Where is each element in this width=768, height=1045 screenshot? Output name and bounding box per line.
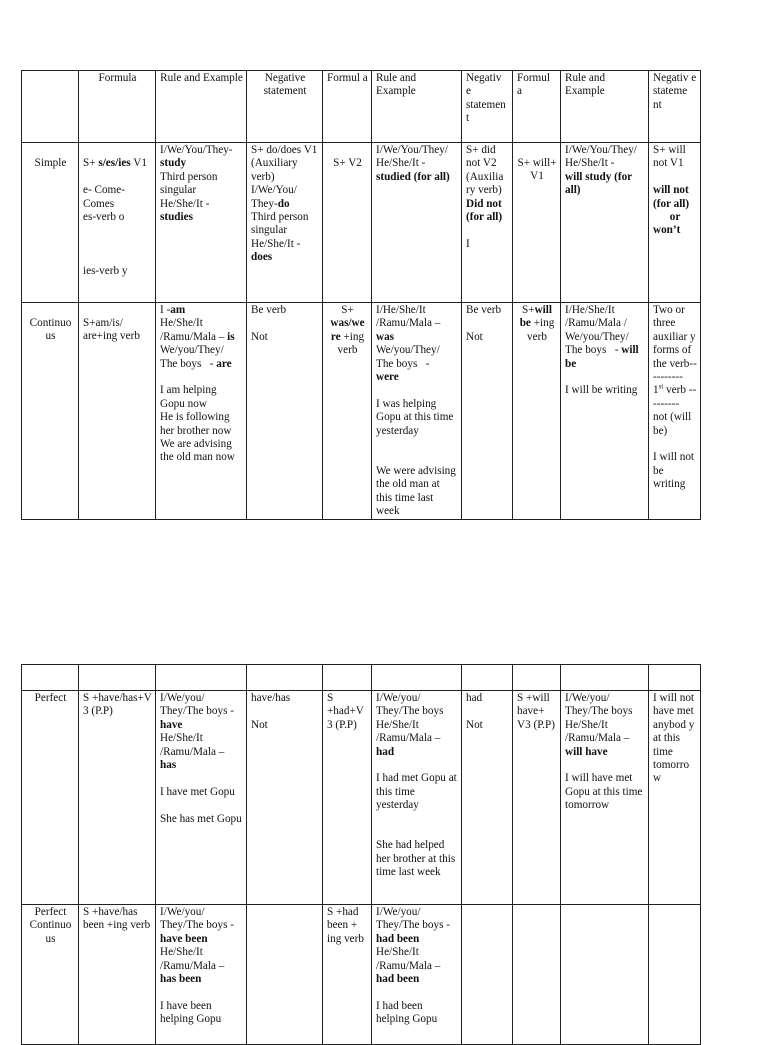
header-negative-statement-past: Negativ e statemen t xyxy=(462,71,513,143)
empty-cell xyxy=(156,665,247,691)
text-line-bold: will study (for all) xyxy=(565,170,635,197)
continuous-negative-present xyxy=(247,303,323,520)
text-line: S+ will not V1 xyxy=(653,144,689,170)
header-blank xyxy=(22,71,79,143)
text-span: +ing verb xyxy=(337,330,367,357)
empty-cell xyxy=(649,665,701,691)
empty-cell xyxy=(462,665,513,691)
text-line: have/has xyxy=(251,692,291,704)
spacer xyxy=(376,813,458,840)
text-line: We/you/They/ The boys - xyxy=(376,344,443,370)
text-line: I/We/you/ They/The boys - xyxy=(160,906,234,932)
text-line-bold: were xyxy=(376,371,399,384)
spacer xyxy=(376,986,458,999)
header-negative-statement: Negative statement xyxy=(247,71,323,143)
simple-formula-future xyxy=(513,143,561,303)
text-span-bold: is xyxy=(227,330,235,343)
text-span-bold: will be xyxy=(519,304,555,330)
spacer xyxy=(466,317,509,330)
header-negative-statement-future: Negativ e stateme nt xyxy=(649,71,701,143)
header-formula-past: Formul a xyxy=(323,71,372,143)
simple-formula-e3: es-verb o xyxy=(83,211,125,223)
simple-formula-past xyxy=(323,143,372,303)
continuous-negative-past xyxy=(462,303,513,520)
text-span: They- xyxy=(251,197,278,210)
simple-rule-future xyxy=(561,143,649,303)
continuous-rule-past xyxy=(372,303,462,520)
text-line: S +will have+ V3 (P.P) xyxy=(517,692,555,731)
simple-formula-a: S+ xyxy=(83,157,99,170)
perfect-label: Perfect xyxy=(34,692,67,704)
text-line: I/We/You/They/ He/She/It - xyxy=(376,144,451,170)
spacer xyxy=(160,772,243,785)
spacer xyxy=(466,705,509,718)
text-line: I/We/you/ They/The boys He/She/It /Ramu/Mala – xyxy=(376,692,447,745)
text-line: We are advising the old man now xyxy=(160,438,235,464)
spacer xyxy=(83,251,152,264)
text-line-bold: has been xyxy=(160,973,202,986)
text-line-bold: had been xyxy=(376,932,420,945)
row-label-simple xyxy=(22,143,79,303)
text-line: I/We/You/They- xyxy=(160,144,233,156)
simple-formula-e2: Comes xyxy=(83,197,115,210)
spacer xyxy=(160,986,243,999)
text-line: S+ did not V2 (Auxilia ry verb) xyxy=(466,144,507,197)
text-span-bold: do xyxy=(277,197,290,210)
text-line: S+ do/does V1 xyxy=(251,144,318,156)
text-line: S +had been + ing verb xyxy=(327,906,364,945)
text-line: He/She/It - xyxy=(251,237,301,250)
text-line-bold: studies xyxy=(160,211,193,224)
perfect-formula xyxy=(79,691,156,905)
spacer xyxy=(565,759,645,772)
spacer xyxy=(83,224,152,251)
spacer xyxy=(653,438,697,451)
text-line-bold: have xyxy=(160,718,183,731)
row-label-perfect xyxy=(22,691,79,905)
text-line: S +had+V 3 (P.P) xyxy=(327,692,367,731)
text-line-bold: was xyxy=(376,330,395,343)
perfect-rule-future xyxy=(561,691,649,905)
text-line: Be verb xyxy=(466,304,502,316)
text-line: Two or three auxiliar y forms of the verb---------- xyxy=(653,304,699,384)
text-line-bold: study xyxy=(160,157,187,170)
simple-negative-future xyxy=(649,143,701,303)
text-line: Not xyxy=(251,330,268,343)
text-span: verb --------- xyxy=(653,384,697,410)
text-line: Third person singular xyxy=(160,170,221,197)
perfect-negative-past xyxy=(462,691,513,905)
spacer xyxy=(251,317,319,330)
text-line: I have been helping Gopu xyxy=(160,999,222,1026)
text-line: S +have/has+V 3 (P.P) xyxy=(83,692,155,718)
spacer xyxy=(160,799,243,812)
text-span: +ing verb xyxy=(527,317,558,343)
text-line: not (will be) xyxy=(653,411,695,437)
continuous-rule-present xyxy=(156,303,247,520)
simple-rule-past xyxy=(372,143,462,303)
text-line-bold: had xyxy=(376,745,395,758)
text-line: I will not have met anybod y at this time tomorro w xyxy=(653,692,698,785)
text-line: S+ V2 xyxy=(333,157,362,169)
perfect-rule-past xyxy=(372,691,462,905)
text-line: Not xyxy=(466,330,483,343)
simple-label: Simple xyxy=(34,157,67,169)
text-span-bold: was/we re xyxy=(330,317,368,343)
text-line: Not xyxy=(466,718,483,731)
text-line: He is following her brother now xyxy=(160,411,233,437)
text-span: I/He/She/It /Ramu/Mala / We/you/They/ The boys - xyxy=(565,304,632,357)
spacer xyxy=(466,224,509,237)
text-line: She had helped her brother at this time last week xyxy=(376,839,459,879)
text-line: I had been helping Gopu xyxy=(376,999,438,1026)
header-rule-and-example-past: Rule and Example xyxy=(372,71,462,143)
header-formula-future: Formul a xyxy=(513,71,561,143)
perfect-continuous-label: Perfect Continuo us xyxy=(29,906,75,945)
text-line: I will have met Gopu at this time tomorrow xyxy=(565,772,646,812)
text-span-bold: am xyxy=(170,304,186,316)
spacer xyxy=(376,438,458,465)
text-line: I have met Gopu xyxy=(160,785,235,798)
text-line: He/She/It - xyxy=(160,197,210,210)
row-label-continuous xyxy=(22,303,79,520)
text-line-bold: or xyxy=(669,211,681,224)
spacer xyxy=(83,144,152,157)
continuous-negative-future xyxy=(649,303,701,520)
text-span-bold: will be xyxy=(565,344,642,370)
simple-formula xyxy=(79,143,156,303)
spacer xyxy=(565,371,645,384)
perfect-negative-future xyxy=(649,691,701,905)
text-line-bold: does xyxy=(251,251,273,264)
text-line: S+ xyxy=(341,304,354,316)
perfect-formula-future xyxy=(513,691,561,905)
text-line: I/We/you/ They/The boys - xyxy=(376,906,450,932)
text-line: I/We/You/They/ He/She/It - xyxy=(565,144,640,170)
text-line-bold: won’t xyxy=(653,224,681,237)
text-line: (Auxiliary verb) xyxy=(251,157,301,183)
text-line-bold: had been xyxy=(376,973,420,986)
text-line: I/We/you/ They/The boys - xyxy=(160,692,234,718)
empty-cell xyxy=(79,665,156,691)
text-line-bold: has xyxy=(160,759,177,772)
text-line: He/She/It /Ramu/Mala – xyxy=(160,946,225,972)
empty-header-row xyxy=(22,665,701,691)
continuous-formula-future xyxy=(513,303,561,520)
text-line: Not xyxy=(251,718,268,731)
text-line: S+am/is/ are+ing verb xyxy=(83,317,140,343)
text-line: I was helping Gopu at this time yesterday xyxy=(376,397,457,437)
perfect-formula-past xyxy=(323,691,372,905)
text-span: We/you/They/ The boys - xyxy=(160,344,227,370)
text-line: I had met Gopu at this time yesterday xyxy=(376,772,460,812)
empty-cell xyxy=(372,665,462,691)
text-line: I xyxy=(466,237,470,250)
tense-table-1 xyxy=(21,70,701,520)
text-span-bold: are xyxy=(216,357,232,370)
text-line: I/We/You/ xyxy=(251,184,297,197)
text-line: I am helping Gopu now xyxy=(160,384,220,410)
text-line: He/She/It /Ramu/Mala – xyxy=(160,732,225,758)
simple-negative-past xyxy=(462,143,513,303)
table-header-row xyxy=(22,71,701,143)
text-line-bold: studied (for all) xyxy=(376,170,450,183)
continuous-formula-past xyxy=(323,303,372,520)
text-line: Be verb xyxy=(251,304,287,316)
tense-table-2 xyxy=(21,664,701,1045)
continuous-rule-future xyxy=(561,303,649,520)
text-span: 1 xyxy=(653,384,659,397)
spacer xyxy=(653,171,697,184)
text-line-bold: will not (for all) xyxy=(653,184,692,210)
empty-cell xyxy=(22,665,79,691)
perfect-rule-present xyxy=(156,691,247,905)
text-line: had xyxy=(466,692,483,704)
simple-formula-b: s/es/ies xyxy=(98,157,131,170)
text-line: I/He/She/It /Ramu/Mala – xyxy=(376,304,441,330)
text-line: We were advising the old man at this time last week xyxy=(376,464,459,518)
simple-rule-present xyxy=(156,143,247,303)
spacer xyxy=(251,705,319,718)
continuous-formula xyxy=(79,303,156,520)
spacer xyxy=(376,384,458,397)
header-rule-and-example-future: Rule and Example xyxy=(561,71,649,143)
continuous-row xyxy=(22,303,701,520)
text-line-bold: Did not (for all) xyxy=(466,197,505,224)
text-line: S +have/has been +ing verb xyxy=(83,906,151,932)
simple-negative-present xyxy=(247,143,323,303)
text-line: I will be writing xyxy=(565,384,638,397)
text-line-bold: have been xyxy=(160,932,208,945)
text-line-bold: will have xyxy=(565,745,608,758)
continuous-label: Continuo us xyxy=(29,317,75,343)
text-span: S+ xyxy=(522,304,535,316)
empty-cell xyxy=(247,665,323,691)
empty-cell xyxy=(323,665,372,691)
header-formula: Formula xyxy=(79,71,156,143)
simple-row xyxy=(22,143,701,303)
superscript: st xyxy=(658,382,664,391)
simple-formula-e1: e- Come- xyxy=(83,184,125,197)
empty-cell xyxy=(513,665,561,691)
simple-formula-ies: ies-verb y xyxy=(83,264,128,277)
spacer xyxy=(83,171,152,184)
text-line: I/We/you/ They/The boys He/She/It /Ramu/Mala – xyxy=(565,692,636,745)
empty-cell xyxy=(561,665,649,691)
text-line: Third person singular xyxy=(251,211,312,237)
text-line: I will not be writing xyxy=(653,451,697,491)
text-line: S+ will+ V1 xyxy=(517,157,560,183)
spacer xyxy=(160,371,243,384)
perfect-row xyxy=(22,691,701,905)
perfect-negative-present xyxy=(247,691,323,905)
simple-formula-c: V1 xyxy=(130,157,147,170)
spacer xyxy=(376,759,458,772)
text-span: He/She/It /Ramu/Mala – xyxy=(160,317,225,343)
header-rule-and-example: Rule and Example xyxy=(156,71,247,143)
text-span: I - xyxy=(160,304,171,316)
text-line: He/She/It /Ramu/Mala – xyxy=(376,946,441,972)
text-line: She has met Gopu xyxy=(160,812,242,825)
